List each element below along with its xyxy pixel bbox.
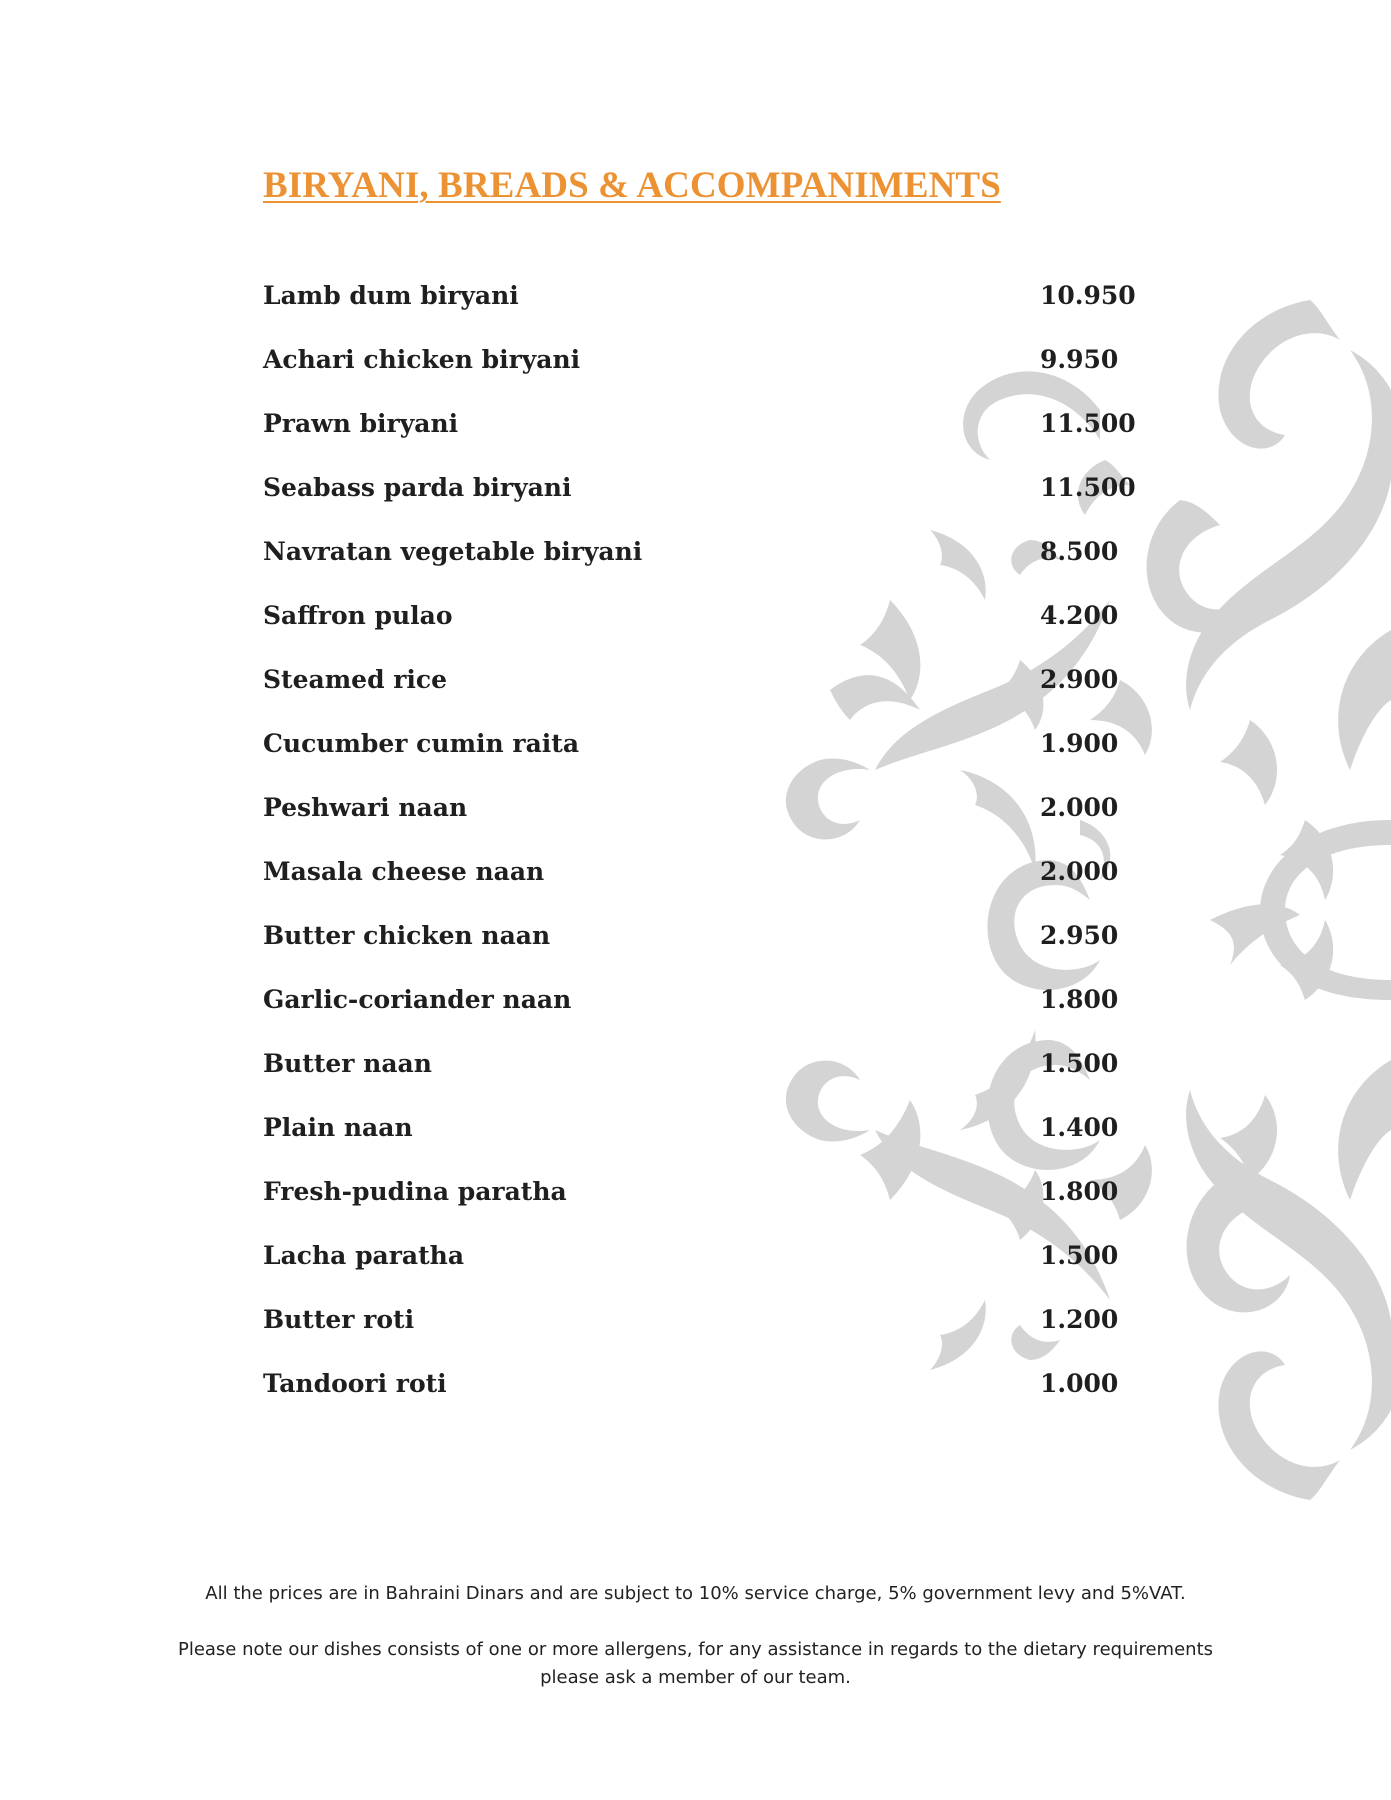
menu-item bbox=[263, 786, 1163, 850]
menu-item-price: 1.900 bbox=[1040, 729, 1119, 758]
menu-item-name: Fresh-pudina paratha bbox=[263, 1177, 567, 1206]
menu-item-name: Butter roti bbox=[263, 1305, 415, 1334]
menu-item-name: Saffron pulao bbox=[263, 601, 453, 630]
menu-item-name: Garlic-coriander naan bbox=[263, 985, 572, 1014]
menu-item bbox=[263, 402, 1163, 466]
menu-item-name: Tandoori roti bbox=[263, 1369, 447, 1398]
menu-item-name: Masala cheese naan bbox=[263, 857, 545, 886]
menu-item-price: 4.200 bbox=[1040, 601, 1119, 630]
menu-item-price: 10.950 bbox=[1040, 281, 1136, 310]
menu-item-name: Butter naan bbox=[263, 1049, 432, 1078]
menu-item-price: 1.500 bbox=[1040, 1049, 1119, 1078]
menu-item bbox=[263, 274, 1163, 338]
menu-item-price: 9.950 bbox=[1040, 345, 1119, 374]
menu-item bbox=[263, 466, 1163, 530]
menu-item bbox=[263, 1362, 1163, 1426]
menu-item-price: 2.950 bbox=[1040, 921, 1119, 950]
allergen-note bbox=[0, 1636, 1391, 1692]
menu-item-price: 1.800 bbox=[1040, 985, 1119, 1014]
menu-item bbox=[263, 1298, 1163, 1362]
menu-item-name: Steamed rice bbox=[263, 665, 448, 694]
menu-item-price: 1.200 bbox=[1040, 1305, 1119, 1334]
menu-item bbox=[263, 1042, 1163, 1106]
menu-item-list bbox=[263, 274, 1163, 1426]
menu-item bbox=[263, 658, 1163, 722]
menu-item bbox=[263, 594, 1163, 658]
pricing-note: All the prices are in Bahraini Dinars and are subject to 10% service charge, 5% government levy and 5%VAT. bbox=[205, 1583, 1186, 1604]
menu-item-name: Lamb dum biryani bbox=[263, 281, 519, 310]
menu-item-price: 1.800 bbox=[1040, 1177, 1119, 1206]
allergen-note-line-1: Please note our dishes consists of one or more allergens, for any assistance in regards to the dietary requirements bbox=[177, 1639, 1214, 1660]
menu-item bbox=[263, 1234, 1163, 1298]
menu-item bbox=[263, 850, 1163, 914]
menu-item-name: Cucumber cumin raita bbox=[263, 729, 580, 758]
menu-item-name: Peshwari naan bbox=[263, 793, 468, 822]
allergen-note-line-2: please ask a member of our team. bbox=[540, 1667, 851, 1688]
menu-item-name: Seabass parda biryani bbox=[263, 473, 572, 502]
menu-item bbox=[263, 978, 1163, 1042]
menu-item-price: 1.000 bbox=[1040, 1369, 1119, 1398]
menu-item bbox=[263, 338, 1163, 402]
menu-item-price: 2.900 bbox=[1040, 665, 1119, 694]
menu-item bbox=[263, 1106, 1163, 1170]
menu-item-name: Plain naan bbox=[263, 1113, 413, 1142]
menu-item-name: Prawn biryani bbox=[263, 409, 459, 438]
menu-item-name: Lacha paratha bbox=[263, 1241, 465, 1270]
menu-item-price: 8.500 bbox=[1040, 537, 1119, 566]
menu-item-price: 1.400 bbox=[1040, 1113, 1119, 1142]
menu-item bbox=[263, 722, 1163, 786]
menu-section-title: BIRYANI, BREADS & ACCOMPANIMENTS bbox=[263, 165, 1001, 206]
menu-item-name: Achari chicken biryani bbox=[263, 345, 581, 374]
menu-item-price: 11.500 bbox=[1040, 473, 1136, 502]
menu-item bbox=[263, 914, 1163, 978]
menu-item-price: 1.500 bbox=[1040, 1241, 1119, 1270]
menu-item-name: Navratan vegetable biryani bbox=[263, 537, 643, 566]
menu-item bbox=[263, 530, 1163, 594]
menu-item-price: 2.000 bbox=[1040, 793, 1119, 822]
menu-item bbox=[263, 1170, 1163, 1234]
menu-item-price: 11.500 bbox=[1040, 409, 1136, 438]
menu-item-price: 2.000 bbox=[1040, 857, 1119, 886]
menu-item-name: Butter chicken naan bbox=[263, 921, 551, 950]
